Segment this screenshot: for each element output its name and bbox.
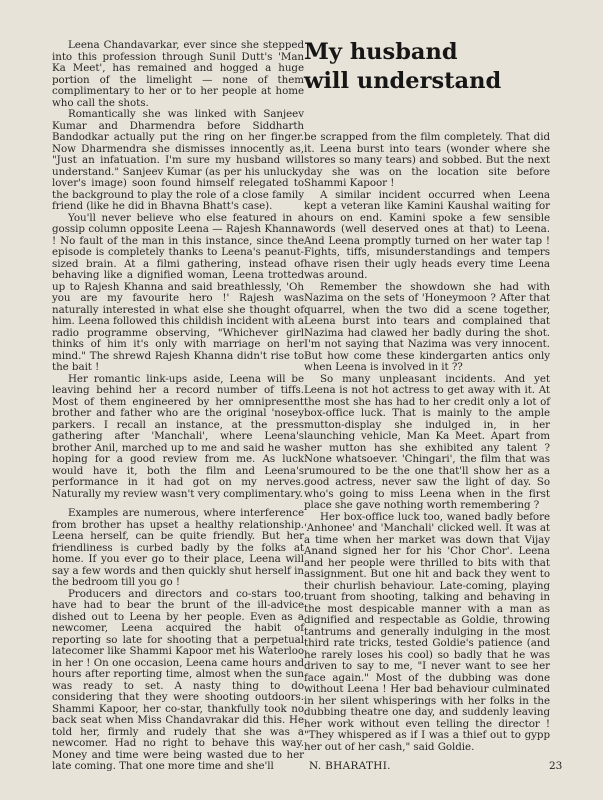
paragraph: Producers and directors and co-stars too, have had to bear the brunt of the ill-advice dished out to Leena by her people. Even as a newcomer, Leena acquired the habit of reporting so late for shooting that a perpetual latecomer like Shammi Kapoor met his Waterloo in her ! On one occasion, Leena came hours and hours after reporting time, almost when the sun was ready to set. A nasty thing to do considering that they were shooting outdoors. Shammi Kapoor, her co-star, thankfully took no back seat when Miss Chandavrakar did this. He told her, firmly and rudely that she was a newcomer. Had no right to behave this way. Money and time were being wasted due to her late coming. That one more time and she'll: [52, 587, 304, 772]
right-column: [304, 132, 550, 753]
left-column: [52, 40, 304, 773]
title-line-2: will understand: [304, 68, 502, 94]
paragraph: Her romantic link-ups aside, Leena will be leaving behind her a record number of tiffs. Most of them engineered by her omnipresent brother and father who are the original 'nosey parkers. I recall an instance, at the press gathering after 'Manchali', where Leena's brother Anil, marched up to me and said he was hoping for a good review from me. As luck would have it, both the film and Leena's performance in it had got on my nerves. Naturally my review wasn't very complimentary.: [52, 372, 304, 500]
paragraph: Romantically she was linked with Sanjeev Kumar and Dharmendra before Siddharth Bandodkar actually put the ring on her finger. Now Dharmendra she dismisses innocently as, "Just an infatuation. I'm sure my husband will understand." Sanjeev Kumar (as per his unlucky lover's image) soon found himself relegated to the background to play the role of a close family friend (like he did in Bhavna Bhatt's case).: [52, 108, 304, 212]
paragraph: A similar incident occurred when Leena kept a veteran like Kamini Kaushal waiting for hours on end. Kamini spoke a few sensible words (well deserved ones at that) to Leena. And Leena promptly turned on her water tap ! Fights, tiffs, misunderstandings and tempers have risen their ugly heads every time Leena was around.: [304, 188, 550, 281]
paragraph: You'll never believe who else featured in a gossip column opposite Leena — Rajesh Khanna ! No fault of the man in this instance, since the episode is completely thanks to Leena's peanut-sized brain. At a filmi gathering, instead of behaving like a dignified woman, Leena trotted up to Rajesh Khanna and said breathlessly, 'Oh you are my favourite hero !' Rajesh was naturally interested in what else she thought of him. Leena followed this childish incident with a radio programme observing, "Whichever girl thinks of him it's only with marriage on her mind." The shrewd Rajesh Khanna didn't rise to the bait !: [52, 211, 304, 373]
article-title: [304, 38, 554, 96]
paragraph: Leena Chandavarkar, ever since she stepped into this profession through Sunil Dutt's 'Man Ka Meet', has remained and hogged a huge portion of the limelight — none of them complimentary to her or to her people at home who call the shots.: [52, 39, 304, 109]
paragraph: be scrapped from the film completely. That did it. Leena burst into tears (wonder where she stores so many tears) and sobbed. But the next day she was on the location site before Shammi Kapoor !: [304, 131, 550, 189]
page-number: 23: [549, 760, 563, 772]
paragraph: Her box-office luck too, waned badly before 'Anhonee' and 'Manchali' clicked well. It was at a time when her market was down that Vijay Anand signed her for his 'Chor Chor'. Leena and her people were thrilled to bits with that assignment. But one hit and back they went to their churlish behaviour. Late-coming, playing truant from shooting, talking and behaving in the most despicable manner with a man as dignified and respectable as Goldie, throwing tantrums and generally indulging in the most third rate tricks, tested Goldie's patience (and he rarely loses his cool) so badly that he was driven to say to me, "I never want to see her face again." Most of the dubbing was done without Leena ! Her bad behaviour culminated in her silent whisperings with her folks in the dubbing theatre one day, and suddenly leaving her work without even telling the director ! "They whispered as if I was a thief out to gypp her out of her cash," said Goldie.: [304, 510, 550, 753]
author-byline: N. BHARATHI.: [309, 760, 391, 772]
paragraph: Remember the showdown she had with Nazima on the sets of 'Honeymoon ? After that quarrel, when the two did a scene together, Leena burst into tears and complained that Nazima had clawed her badly during the shot. I'm not saying that Nazima was very innocent. But how come these kindergarten antics only when Leena is involved in it ??: [304, 280, 550, 373]
paragraph: So many unpleasant incidents. And yet Leena is not hot actress to get away with it. At the most she has had to her credit only a lot of box-office luck. That is mainly to the ample mutton-display she indulged in, in her launching vehicle, Man Ka Meet. Apart from her mutton has she exhibited any talent ? None whatsoever. 'Chingari', the film that was rumoured to be the one that'll show her as a good actress, never saw the light of day. So who's going to miss Leena when in the first place she gave nothing worth remembering ?: [304, 372, 550, 511]
title-line-1: My husband: [304, 39, 458, 65]
paragraph: Examples are numerous, where interference from brother has upset a healthy relationship. Leena herself, can be quite friendly. But her friendliness is curbed badly by the folks at home. If you ever go to their place, Leena will say a few words and then quickly shut herself in the bedroom till you go !: [52, 507, 304, 588]
